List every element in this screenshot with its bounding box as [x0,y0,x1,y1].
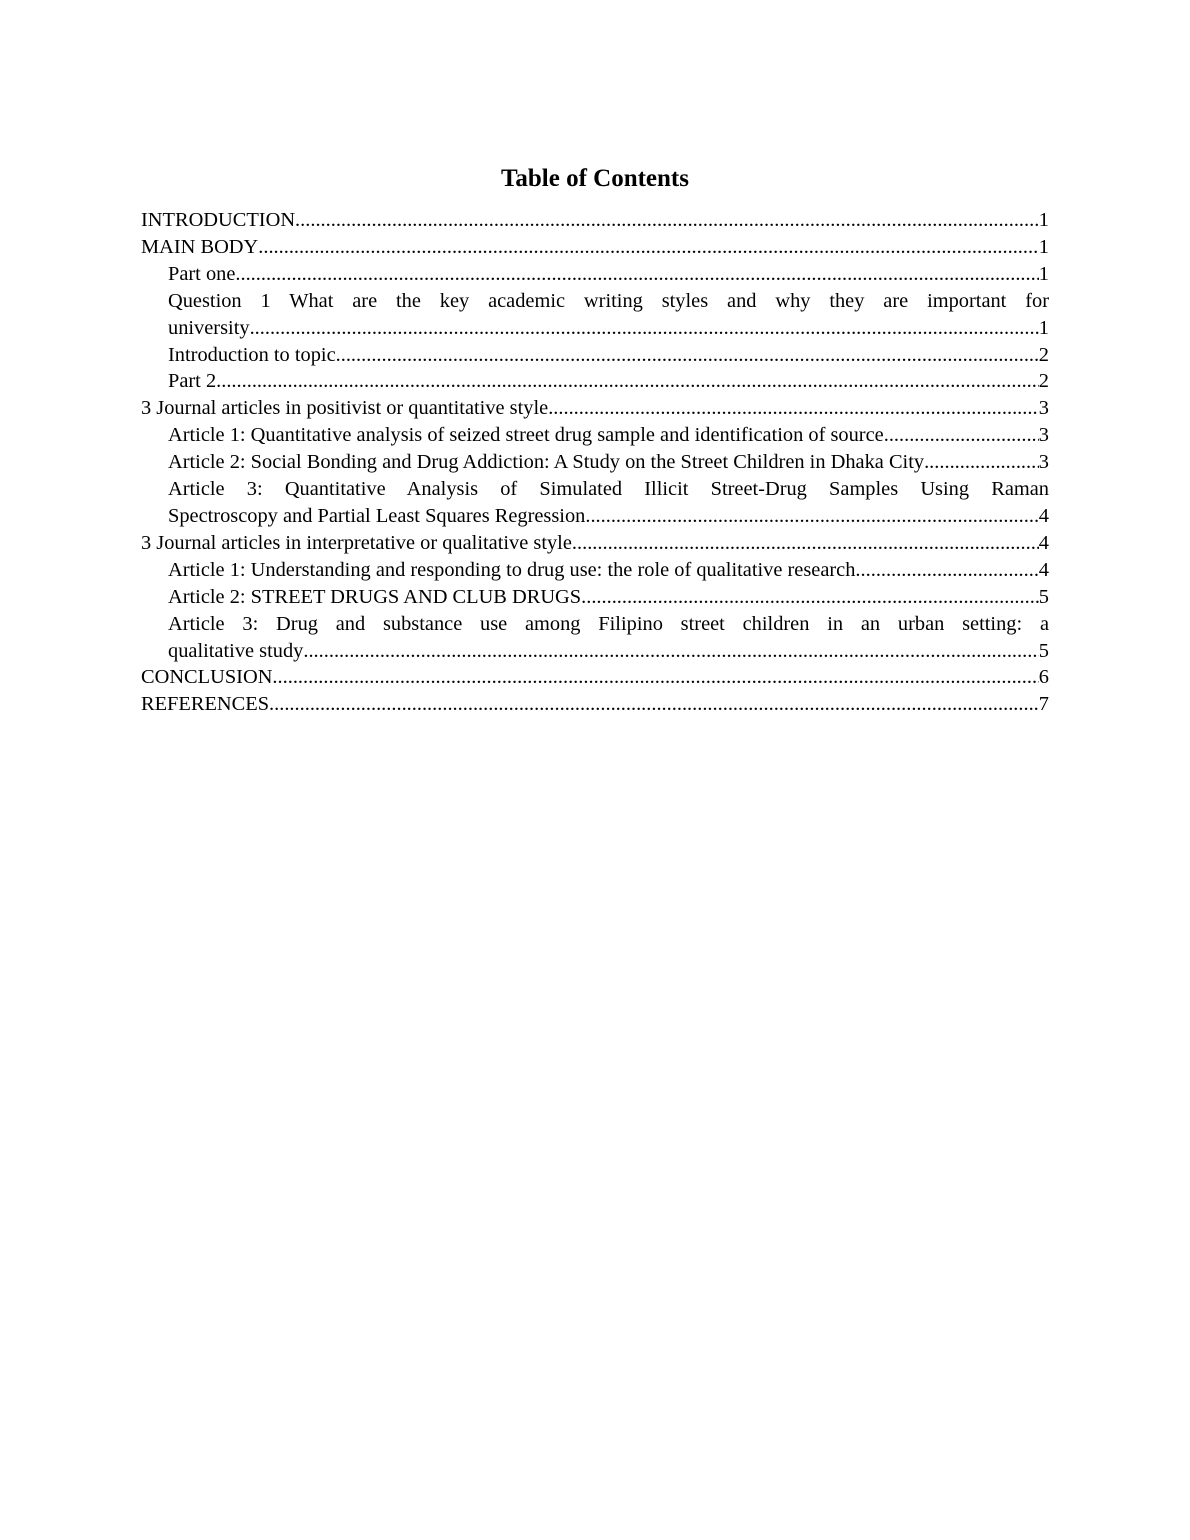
toc-entry-text: Article 2: Social Bonding and Drug Addiction: A Study on the Street Children in Dhaka City [168,451,925,474]
toc-page-number: 1 [1038,209,1049,231]
dot-leader [303,638,1038,665]
toc-entry-text: REFERENCES [141,693,270,716]
dot-leader [235,261,1038,288]
dot-leader [884,422,1039,449]
dot-leader [250,315,1039,342]
toc-entry-text-line1: Article 3: Drug and substance use among Filipino street children in an urban setting: a [168,612,1049,635]
toc-page-number: 5 [1038,639,1049,662]
toc-entry-text: Part one [168,262,236,285]
dot-leader [548,395,1039,422]
toc-entry-qualitative-articles[interactable] [141,530,1049,557]
toc-entry-quant-article-1[interactable] [141,422,1049,449]
toc-entry-introduction-to-topic[interactable] [141,342,1049,369]
toc-entry-quant-article-3[interactable] [141,476,1049,530]
toc-entry-part-2[interactable] [141,368,1049,395]
toc-page-number: 1 [1038,262,1049,285]
dot-leader [336,342,1039,369]
toc-entry-text: 3 Journal articles in positivist or quantitative style [141,397,549,420]
toc-page-number: 3 [1038,397,1049,420]
dot-leader [855,557,1038,584]
toc-page-number: 4 [1038,531,1049,554]
toc-entry-quantitative-articles[interactable] [141,395,1049,422]
toc-entry-text-line1: Article 3: Quantitative Analysis of Simulated Illicit Street-Drug Samples Using Raman [168,478,1049,501]
toc-page-number: 6 [1038,666,1049,689]
toc-entry-quant-article-2[interactable] [141,449,1049,476]
dot-leader [581,584,1039,611]
toc-page-number: 2 [1038,370,1049,393]
toc-title: Table of Contents [501,165,689,192]
dot-leader [216,368,1039,395]
toc-entry-text: Article 1: Understanding and responding to drug use: the role of qualitative research [168,558,856,581]
dot-leader [295,207,1039,234]
toc-page-number: 2 [1038,343,1049,366]
toc-entry-question-1[interactable] [141,288,1049,342]
toc-entry-qual-article-3[interactable] [141,611,1049,665]
toc-page-number: 5 [1038,585,1049,608]
dot-leader [924,449,1039,476]
toc-entry-text-line2: Spectroscopy and Partial Least Squares Regression [168,504,586,527]
toc-page-number: 1 [1038,235,1049,258]
toc-entry-references[interactable] [141,691,1049,718]
toc-entry-text: CONCLUSION [141,666,273,689]
toc-page-number: 4 [1038,504,1049,527]
toc-entry-part-one[interactable] [141,261,1049,288]
toc-entry-conclusion[interactable] [141,664,1049,691]
toc-entry-introduction[interactable] [141,207,1049,234]
dot-leader [272,664,1038,691]
toc-entry-text: MAIN BODY [141,235,259,258]
toc-entry-text: 3 Journal articles in interpretative or qualitative style [141,531,572,554]
toc-entry-text: INTRODUCTION [141,209,296,231]
toc-page-number: 1 [1038,316,1049,339]
toc-entry-text: Article 2: STREET DRUGS AND CLUB DRUGS [168,585,582,608]
toc-entry-text-line2: qualitative study [168,639,304,662]
table-of-contents [141,207,1049,718]
toc-entry-main-body[interactable] [141,234,1049,261]
dot-leader [585,503,1038,530]
toc-page-number: 3 [1038,424,1049,447]
dot-leader [258,234,1039,261]
toc-page-number: 7 [1038,693,1049,716]
dot-leader [269,691,1039,718]
toc-entry-text: Article 1: Quantitative analysis of seized street drug sample and identification of source [168,424,884,447]
toc-page-number: 4 [1038,558,1049,581]
toc-entry-text-line2: university [168,316,250,339]
toc-entry-text-line1: Question 1 What are the key academic writing styles and why they are important for [168,289,1049,312]
toc-entry-text: Part 2 [168,370,217,393]
toc-entry-text: Introduction to topic [168,343,336,366]
toc-entry-qual-article-1[interactable] [141,557,1049,584]
toc-entry-qual-article-2[interactable] [141,584,1049,611]
dot-leader [572,530,1039,557]
toc-page-number: 3 [1038,451,1049,474]
